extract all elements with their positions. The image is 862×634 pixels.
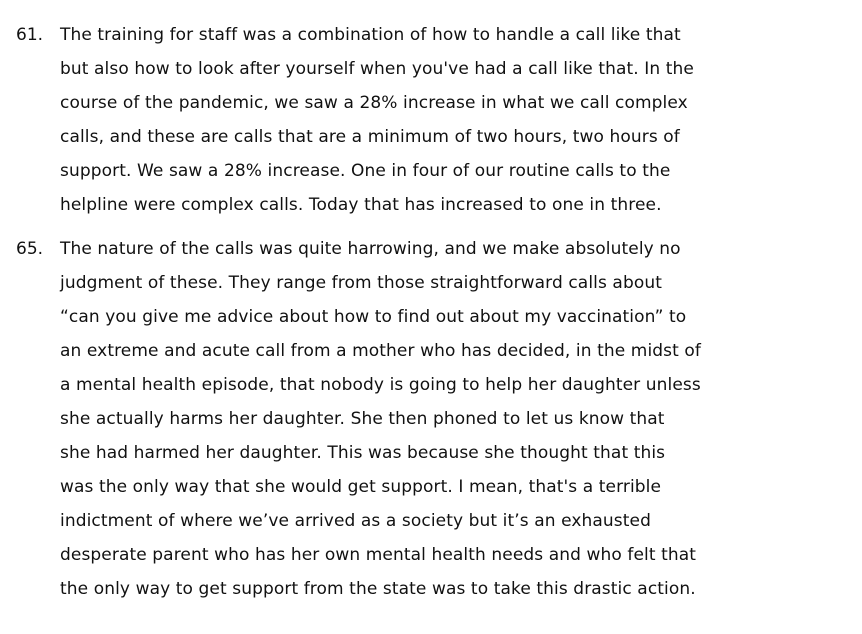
text-line: desperate parent who has her own mental health needs and who felt that [60,545,697,565]
document-body [16,18,856,606]
text-line: she actually harms her daughter. She then phoned to let us know that [60,409,665,429]
text-line: The nature of the calls was quite harrowing, and we make absolutely no [60,239,681,259]
text-line: but also how to look after yourself when you've had a call like that. In the [60,59,694,79]
text-line: calls, and these are calls that are a minimum of two hours, two hours of [60,127,680,147]
text-line: course of the pandemic, we saw a 28% increase in what we call complex [60,93,688,113]
text-line: the only way to get support from the state was to take this drastic action. [60,579,696,599]
text-line: a mental health episode, that nobody is going to help her daughter unless [60,375,701,395]
text-line: The training for staff was a combination of how to handle a call like that [60,25,681,45]
text-line: support. We saw a 28% increase. One in four of our routine calls to the [60,161,671,181]
paragraph-text [60,18,856,222]
paragraph-number: 61. [16,25,44,45]
paragraph-number: 65. [16,239,44,259]
paragraph-65 [16,232,856,606]
paragraph-61 [16,18,856,222]
text-line: “can you give me advice about how to find out about my vaccination” to [60,307,687,327]
text-line: helpline were complex calls. Today that has increased to one in three. [60,195,662,215]
text-line: indictment of where we’ve arrived as a society but it’s an exhausted [60,511,651,531]
text-line: was the only way that she would get support. I mean, that's a terrible [60,477,662,497]
text-line: an extreme and acute call from a mother who has decided, in the midst of [60,341,701,361]
paragraph-text [60,232,856,606]
text-line: she had harmed her daughter. This was because she thought that this [60,443,666,463]
text-line: judgment of these. They range from those straightforward calls about [60,273,662,293]
